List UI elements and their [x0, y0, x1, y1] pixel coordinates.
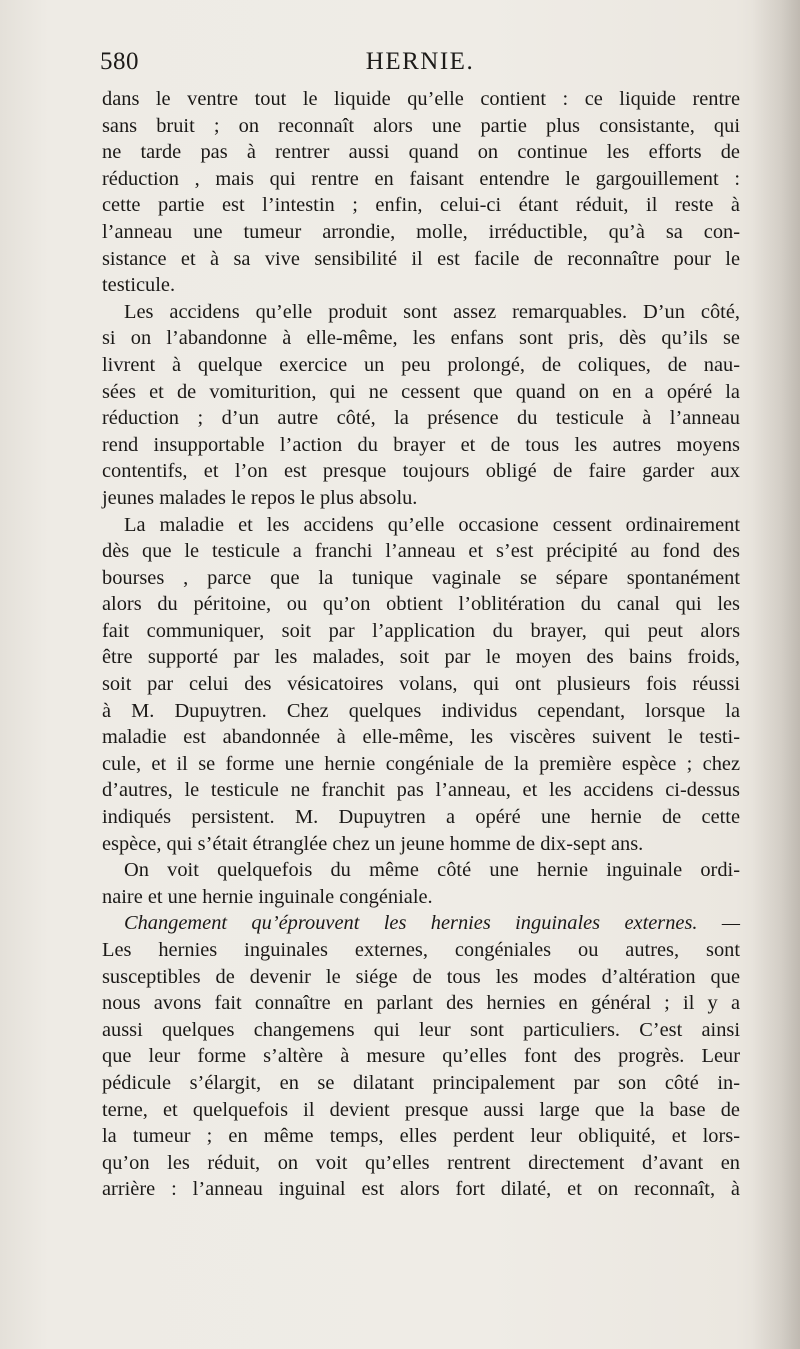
text-line: cette partie est l’intestin ; enfin, celui-ci étant réduit, il reste à — [102, 194, 740, 217]
section-heading-text: Changement qu’éprouvent les hernies inguinales externes. — — [124, 912, 740, 935]
text-line: testicule. — [102, 274, 176, 297]
text-line: aussi quelques changemens qui leur sont particuliers. C’est ainsi — [102, 1018, 740, 1041]
text-line: On voit quelquefois du même côté une hernie inguinale ordi- — [124, 859, 740, 882]
text-line: la tumeur ; en même temps, elles perdent leur obliquité, et lors- — [102, 1125, 740, 1148]
text-line: que leur forme s’altère à mesure qu’elles font des progrès. Leur — [102, 1045, 740, 1068]
text-line: maladie est abandonnée à elle-même, les viscères suivent le testi- — [102, 726, 740, 749]
text-line: sistance et à sa vive sensibilité il est facile de reconnaître pour le — [102, 247, 740, 270]
text-line: La maladie et les accidens qu’elle occasione cessent ordinairement — [124, 513, 740, 536]
text-line: à M. Dupuytren. Chez quelques individus cependant, lorsque la — [102, 699, 740, 722]
text-line: ne tarde pas à rentrer aussi quand on continue les efforts de — [102, 141, 740, 164]
text-line: alors du péritoine, ou qu’on obtient l’oblitération du canal qui les — [102, 593, 740, 616]
text-line: fait communiquer, soit par l’application du brayer, qui peut alors — [102, 619, 740, 642]
text-line: réduction , mais qui rentre en faisant entendre le gargouillement : — [102, 167, 740, 190]
text-line: bourses , parce que la tunique vaginale se sépare spontanément — [102, 566, 740, 589]
text-line: terne, et quelquefois il devient presque aussi large que la base de — [102, 1098, 740, 1121]
text-line: sées et de vomiturition, qui ne cessent que quand on en a opéré la — [102, 380, 740, 403]
text-line: indiqués persistent. M. Dupuytren a opéré une hernie de cette — [102, 806, 740, 829]
text-line: cule, et il se forme une hernie congéniale de la première espèce ; chez — [102, 752, 740, 775]
text-line: pédicule s’élargit, en se dilatant principalement par son côté in- — [102, 1071, 740, 1094]
section-heading-line — [102, 910, 740, 937]
page-header — [100, 48, 740, 82]
text-line: Les hernies inguinales externes, congéniales ou autres, sont — [102, 939, 740, 961]
text-line: qu’on les réduit, on voit qu’elles rentrent directement d’avant en — [102, 1151, 740, 1174]
text-line: dans le ventre tout le liquide qu’elle contient : ce liquide rentre — [102, 88, 740, 110]
text-line: dès que le testicule a franchi l’anneau et s’est précipité au fond des — [102, 540, 740, 563]
text-line: nous avons fait connaître en parlant des hernies en général ; il y a — [102, 992, 740, 1015]
text-line: rend insupportable l’action du brayer et de tous les autres moyens — [102, 433, 740, 456]
body-text — [102, 86, 740, 1203]
text-line: soit par celui des vésicatoires volans, qui ont plusieurs fois réussi — [102, 673, 740, 696]
page-edge-shadow — [752, 0, 800, 1349]
text-line: naire et une hernie inguinale congéniale. — [102, 885, 433, 908]
text-line: l’anneau une tumeur arrondie, molle, irréductible, qu’à sa con- — [102, 220, 740, 243]
running-head: HERNIE. — [365, 48, 475, 75]
text-line: sans bruit ; on reconnaît alors une partie plus consistante, qui — [102, 114, 740, 137]
text-line: être supporté par les malades, soit par le moyen des bains froids, — [102, 646, 740, 669]
text-line: espèce, qui s’était étranglée chez un jeune homme de dix-sept ans. — [102, 832, 644, 855]
text-line: arrière : l’anneau inguinal est alors fort dilaté, et on reconnaît, à — [102, 1178, 740, 1201]
text-line: d’autres, le testicule ne franchit pas l’anneau, et les accidens ci-dessus — [102, 779, 740, 802]
text-line: si on l’abandonne à elle-même, les enfans sont pris, dès qu’ils se — [102, 327, 740, 350]
text-line: Les accidens qu’elle produit sont assez remarquables. D’un côté, — [124, 300, 740, 323]
page-number: 580 — [100, 48, 139, 75]
text-line: livrent à quelque exercice un peu prolongé, de coliques, de nau- — [102, 353, 740, 376]
text-line: susceptibles de devenir le siége de tous les modes d’altération que — [102, 965, 740, 988]
text-line: jeunes malades le repos le plus absolu. — [102, 486, 418, 509]
text-line: réduction ; d’un autre côté, la présence du testicule à l’anneau — [102, 407, 740, 430]
text-line: contentifs, et l’on est presque toujours obligé de faire garder aux — [102, 460, 740, 483]
